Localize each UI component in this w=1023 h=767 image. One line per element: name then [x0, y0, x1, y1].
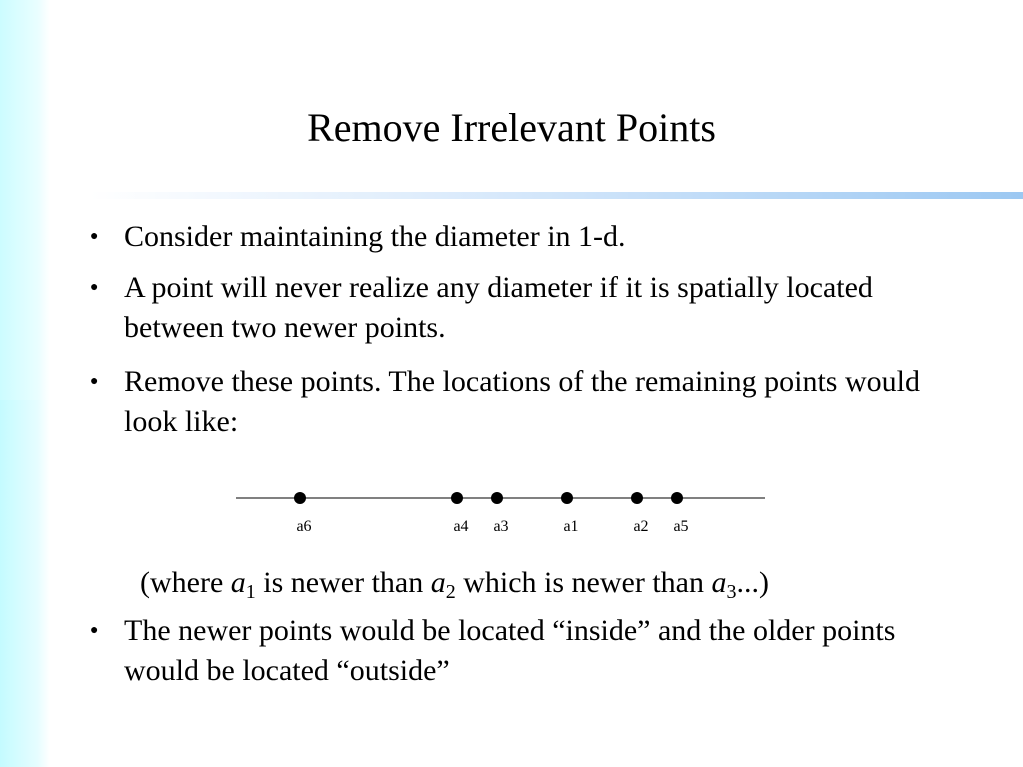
bullet-dot-icon: ● [90, 229, 99, 244]
points-line-svg [230, 480, 770, 540]
point-label-a2: a2 [633, 518, 649, 535]
side-decoration-bottom [0, 400, 50, 767]
point-label-a4: a4 [453, 518, 469, 535]
note-var-a1: a [230, 566, 246, 599]
note-open: (where [140, 566, 231, 599]
note-sub-1: 1 [245, 581, 256, 603]
slide-title: Remove Irrelevant Points [307, 105, 716, 150]
note-var-a2: a [430, 566, 446, 599]
title-underline [90, 192, 1023, 199]
note-text [140, 565, 940, 601]
bullet-text: A point will never realize any diameter if it is spatially located between two newer points. [124, 271, 873, 344]
bullet-text: Remove these points. The locations of the remaining points would look like: [124, 365, 920, 438]
point-label-a1: a1 [563, 518, 579, 535]
note-mid-1: is newer than [255, 566, 431, 599]
point-label-a3: a3 [493, 518, 509, 535]
points-diagram [230, 480, 770, 540]
point-label-a6: a6 [296, 518, 312, 535]
point-label-a5: a5 [673, 518, 689, 535]
note-sub-3: 3 [726, 581, 737, 603]
side-decoration-top [0, 0, 50, 400]
point-a6 [294, 492, 306, 504]
note-mid-2: which is newer than [455, 566, 712, 599]
point-a1 [561, 492, 573, 504]
point-a2 [631, 492, 643, 504]
bullet-dot-icon: ● [90, 623, 99, 638]
bullet-dot-icon: ● [90, 280, 99, 295]
note-sub-2: 2 [445, 581, 456, 603]
bullet-text: The newer points would be located “inside” and the older points would be located “outside” [124, 614, 896, 687]
bullet-text: Consider maintaining the diameter in 1-d. [124, 220, 626, 253]
point-a3 [491, 492, 503, 504]
point-a5 [671, 492, 683, 504]
note-close: ...) [736, 566, 769, 599]
note-var-a3: a [711, 566, 727, 599]
bullet-dot-icon: ● [90, 374, 99, 389]
point-a4 [451, 492, 463, 504]
